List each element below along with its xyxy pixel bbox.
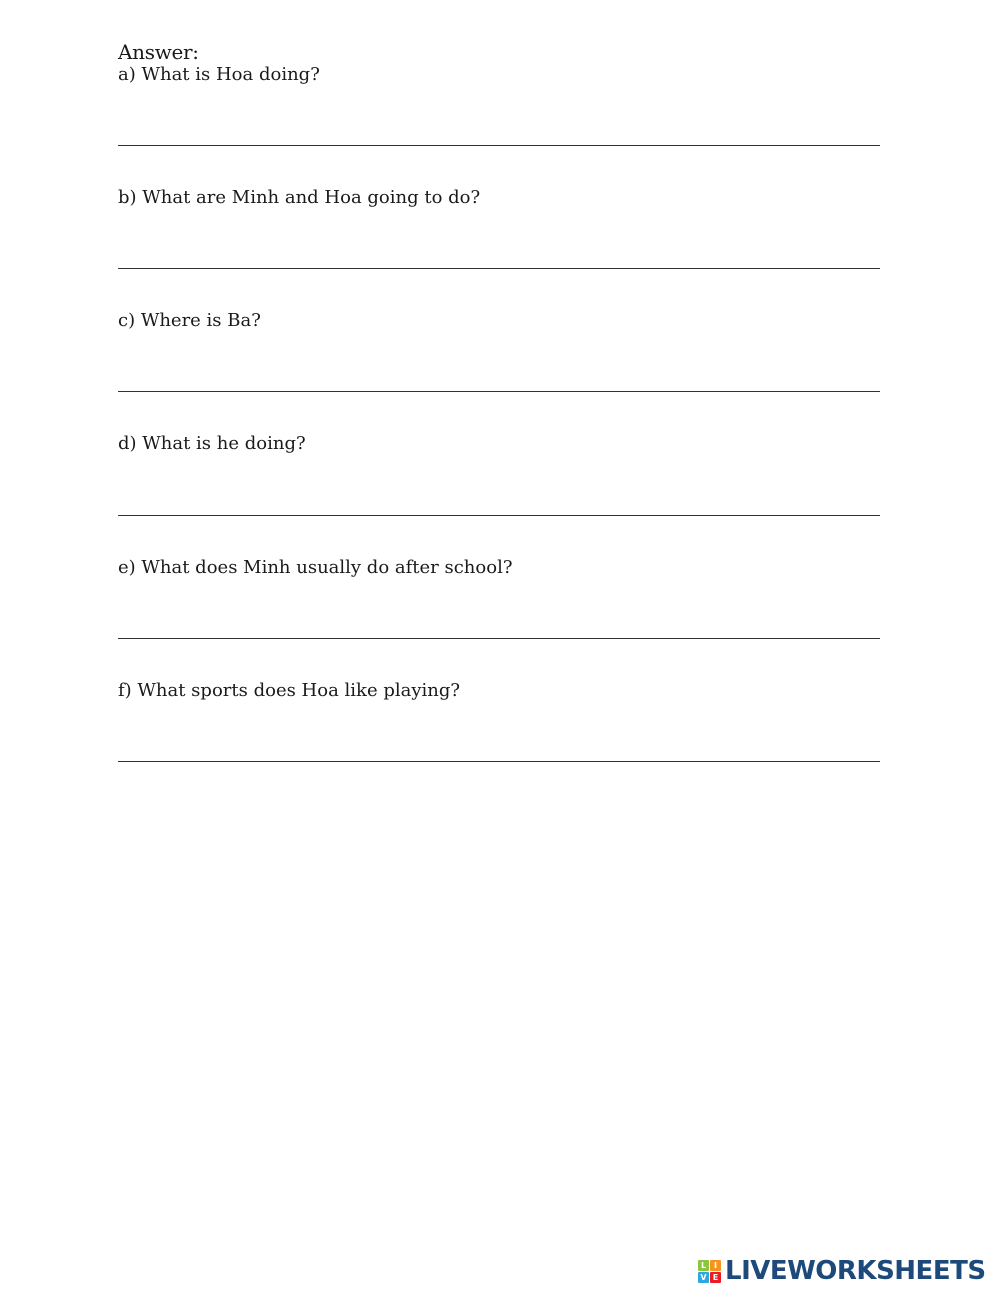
answer-line-f[interactable]	[118, 761, 880, 762]
logo-letter-e: E	[710, 1272, 721, 1283]
question-d: d) What is he doing?	[118, 433, 306, 454]
answer-line-e[interactable]	[118, 638, 880, 639]
liveworksheets-logo-icon	[698, 1260, 721, 1283]
answer-line-a[interactable]	[118, 145, 880, 146]
answer-heading: Answer:	[118, 40, 199, 64]
brand-name: LIVEWORKSHEETS	[725, 1256, 986, 1286]
answer-line-b[interactable]	[118, 268, 880, 269]
question-c: c) Where is Ba?	[118, 310, 261, 331]
answer-line-c[interactable]	[118, 391, 880, 392]
question-b: b) What are Minh and Hoa going to do?	[118, 187, 481, 208]
logo-letter-v: V	[698, 1272, 709, 1283]
liveworksheets-brand[interactable]	[698, 1257, 986, 1285]
answer-line-d[interactable]	[118, 515, 880, 516]
logo-letter-i: I	[710, 1260, 721, 1271]
question-a: a) What is Hoa doing?	[118, 64, 320, 85]
question-e: e) What does Minh usually do after school?	[118, 557, 513, 578]
question-f: f) What sports does Hoa like playing?	[118, 680, 461, 701]
logo-letter-l: L	[698, 1260, 709, 1271]
